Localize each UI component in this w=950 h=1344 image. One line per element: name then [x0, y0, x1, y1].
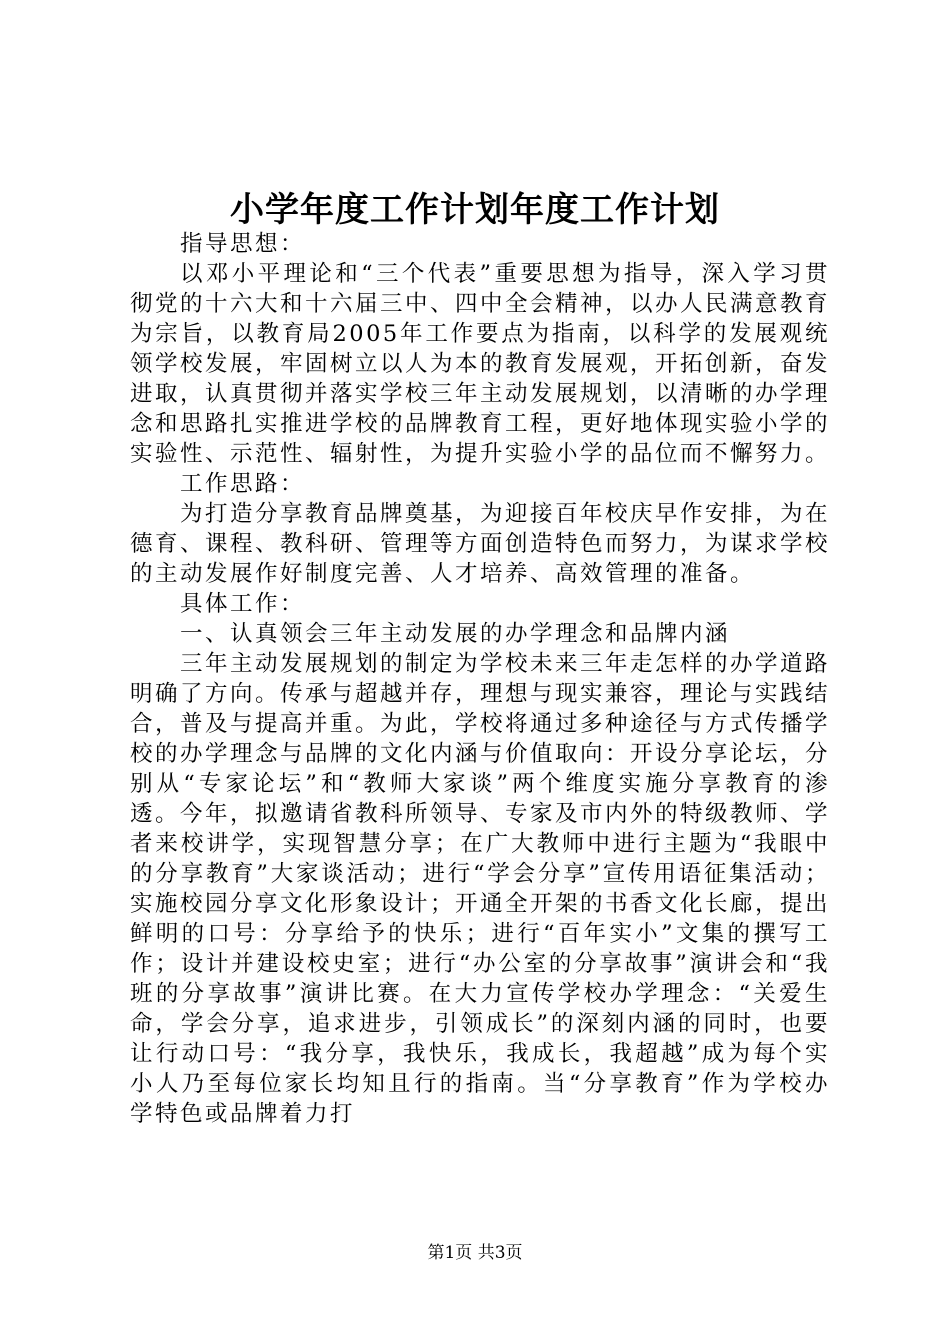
paragraph-approach-content: 为打造分享教育品牌奠基，为迎接百年校庆早作安排，为在德育、课程、教科研、管理等方面创造特色而努力，为谋求学校的主动发展作好制度完善、人才培养、高效管理的准备。: [130, 501, 831, 587]
paragraph-guiding-content: 以邓小平理论和“三个代表”重要思想为指导，深入学习贯彻党的十六大和十六届三中、四中全会精神，以办人民满意教育为宗旨，以教育局2005年工作要点为指南，以科学的发展观统领学校发展，牢固树立以人为本的教育发展观，开拓创新，奋发进取，认真贯彻并落实学校三年主动发展规划，以清晰的办学理念和思路扎实推进学校的品牌教育工程，更好地体现实验小学的实验性、示范性、辐射性，为提升实验小学的品位而不懈努力。: [130, 261, 831, 467]
paragraph-task-one-heading: 一、认真领会三年主动发展的办学理念和品牌内涵: [180, 621, 731, 647]
paragraph-approach-heading: 工作思路：: [180, 471, 306, 497]
document-title: 小学年度工作计划年度工作计划: [230, 190, 720, 230]
paragraph-tasks-heading: 具体工作：: [180, 591, 306, 617]
paragraph-task-one-content: 三年主动发展规划的制定为学校未来三年走怎样的办学道路明确了方向。传承与超越并存，理想与现实兼容，理论与实践结合，普及与提高并重。为此，学校将通过多种途径与方式传播学校的办学理念与品牌的文化内涵与价值取向：开设分享论坛，分别从“专家论坛”和“教师大家谈”两个维度实施分享教育的渗透。今年，拟邀请省教科所领导、专家及市内外的特级教师、学者来校讲学，实现智慧分享；在广大教师中进行主题为“我眼中的分享教育”大家谈活动；进行“学会分享”宣传用语征集活动；实施校园分享文化形象设计；开通全开架的书香文化长廊，提出鲜明的口号：分享给予的快乐；进行“百年实小”文集的撰写工作；设计并建设校史室；进行“办公室的分享故事”演讲会和“我班的分享故事”演讲比赛。在大力宣传学校办学理念：“关爱生命，学会分享，追求进步，引领成长”的深刻内涵的同时，也要让行动口号：“我分享，我快乐，我成长，我超越”成为每个实小人乃至每位家长均知且行的指南。当“分享教育”作为学校办学特色或品牌着力打: [130, 651, 831, 1127]
paragraph-guiding-heading: 指导思想：: [180, 231, 306, 257]
document-body: [130, 229, 830, 1129]
page-footer: 第1页 共3页: [427, 1243, 523, 1263]
